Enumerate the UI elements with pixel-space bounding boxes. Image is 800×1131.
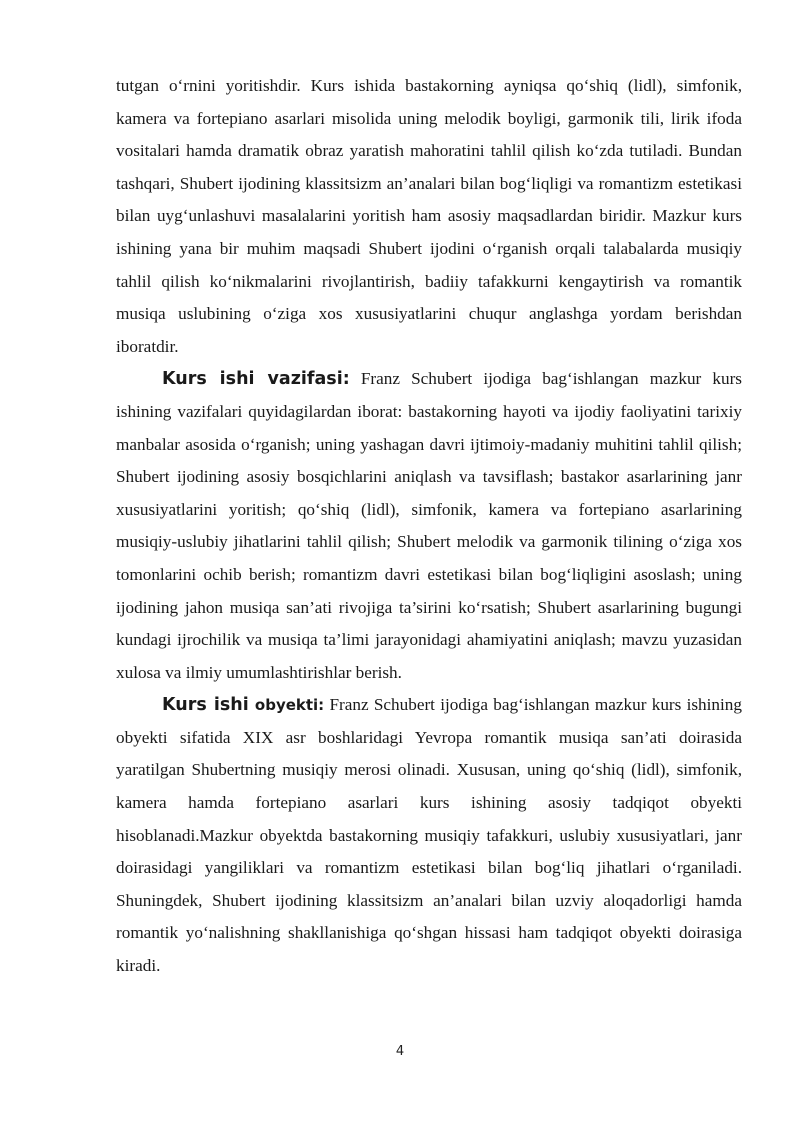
tasks-heading: Kurs ishi vazifasi: [162, 369, 350, 390]
paragraph-tasks [116, 363, 742, 689]
object-heading-part2: obyekti: [248, 696, 325, 715]
object-heading-part1: Kurs ishi [162, 695, 249, 716]
object-text: Franz Schubert ijodiga bag‘ishlangan mazkur kurs ishining obyekti sifatida XIX asr boshlaridagi Yevropa romantik musiqa san’ati doirasida yaratilgan Shubertning musiqiy merosi olinadi. Xususan, uning qo‘shiq (lidl), simfonik, kamera hamda fortepiano asarlari kurs ishining asosiy tadqiqot obyekti hisoblanadi.Mazkur obyektda bastakorning musiqiy tafakkuri, uslubiy xususiyatlari, janr doirasidagi yangiliklari va romantizm estetikasi bilan bog‘liq jihatlari o‘rganiladi. Shuningdek, Shubert ijodining klassitsizm an’analari bilan uzviy aloqadorligi hamda romantik yo‘nalishning shakllanishiga qo‘shgan hissasi ham tadqiqot obyekti doirasiga kiradi. [116, 695, 742, 976]
paragraph-object [116, 689, 742, 982]
body-text [116, 70, 742, 983]
tasks-text: Franz Schubert ijodiga bag‘ishlangan mazkur kurs ishining vazifalari quyidagilardan iborat: bastakorning hayoti va ijodiy faoliyatini tarixiy manbalar asosida o‘rganish; uning yashagan davri ijtimoiy-madaniy muhitini tahlil qilish; Shubert ijodining asosiy bosqichlarini aniqlash va tavsiflash; bastakor asarlarining janr xususiyatlarini yoritish; qo‘shiq (lidl), simfonik, kamera va fortepiano asarlarining musiqiy-uslubiy jihatlarini tahlil qilish; Shubert melodik va garmonik tilining o‘ziga xos tomonlarini ochib berish; romantizm davri estetikasi bilan bog‘liqligini asoslash; uning ijodining jahon musiqa san’ati rivojiga ta’sirini ko‘rsatish; Shubert asarlarining bugungi kundagi ijrochilik va musiqa ta’limi jarayonidagi ahamiyatini aniqlash; mavzu yuzasidan xulosa va ilmiy umumlashtirishlar berish. [116, 369, 742, 682]
paragraph-goal-continuation: tutgan o‘rnini yoritishdir. Kurs ishida bastakorning ayniqsa qo‘shiq (lidl), simfonik, kamera va fortepiano asarlari misolida uning melodik boyligi, garmonik tili, lirik ifoda vositalari hamda dramatik obraz yaratish mahoratini tahlil qilish ko‘zda tutiladi. Bundan tashqari, Shubert ijodining klassitsizm an’analari bilan bog‘liqligi va romantizm estetikasi bilan uyg‘unlashuvi masalalarini yoritish ham asosiy maqsadlardan biridir. Mazkur kurs ishining yana bir muhim maqsadi Shubert ijodini o‘rganish orqali talabalarda musiqiy tahlil qilish ko‘nikmalarini rivojlantirish, badiiy tafakkurni kengaytirish va romantik musiqa uslubining o‘ziga xos xususiyatlarini chuqur anglashga yordam berishdan iboratdir. [116, 76, 742, 356]
page-number: 4 [395, 1044, 405, 1059]
